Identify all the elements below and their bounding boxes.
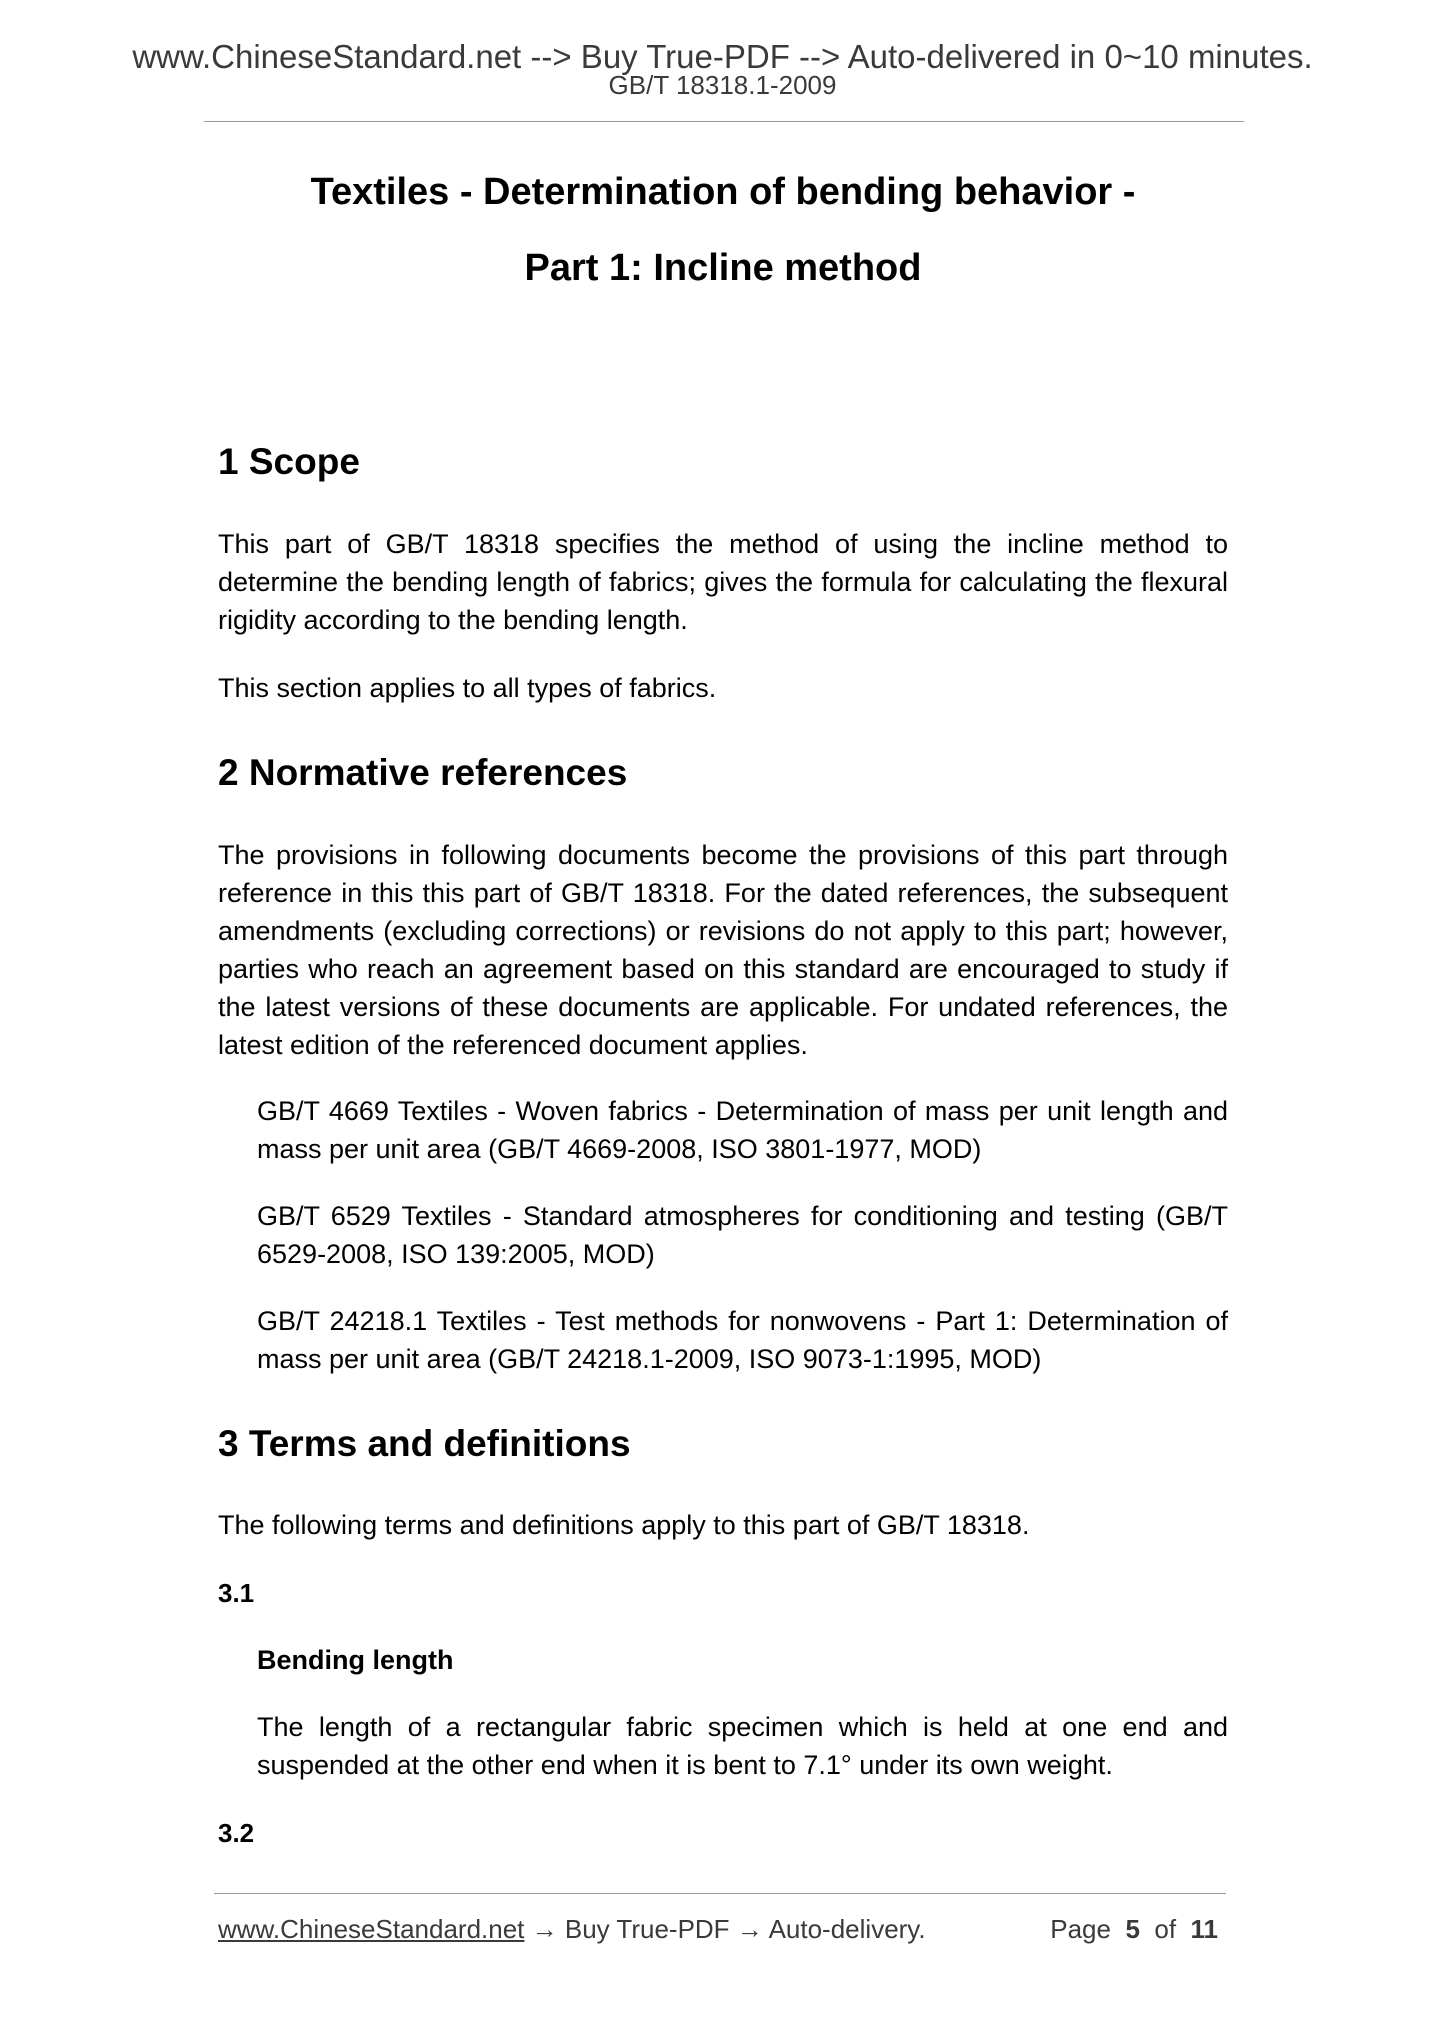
footer-divider: [214, 1893, 1226, 1894]
document-title-line2: Part 1: Incline method: [524, 247, 922, 289]
section-heading-scope: 1 Scope: [218, 441, 360, 482]
current-page: 5: [1125, 1914, 1140, 1944]
footer-site-link[interactable]: www.ChineseStandard.net: [218, 1914, 525, 1944]
clause-number-3-1: 3.1: [218, 1578, 255, 1608]
section-heading-normative-references: 2 Normative references: [218, 752, 628, 793]
page-label: Page: [1050, 1914, 1111, 1944]
scope-paragraph-2: This section applies to all types of fabrics.: [218, 673, 717, 703]
header-divider: [204, 121, 1244, 122]
clause-number-3-2: 3.2: [218, 1818, 255, 1848]
top-banner: www.ChineseStandard.net --> Buy True-PDF --> Auto-delivered in 0~10 minutes.: [132, 38, 1313, 75]
reference-item: GB/T 24218.1 Textiles - Test methods for nonwovens - Part 1: Determination of mass per unit area (GB/T 24218.1-2009, ISO 9073-1:1995, MOD): [257, 1306, 1228, 1374]
page-number: [1050, 1912, 1218, 1946]
scope-paragraph-1: This part of GB/T 18318 specifies the method of using the incline method to determine the bending length of fabrics; gives the formula for calculating the flexural rigidity according to the bending length.: [218, 529, 1228, 635]
of-label: of: [1154, 1914, 1177, 1944]
footer-promo-text: → Buy True-PDF → Auto-delivery.: [524, 1914, 926, 1944]
reference-item: GB/T 6529 Textiles - Standard atmospheres for conditioning and testing (GB/T 6529-2008, ISO 139:2005, MOD): [257, 1201, 1228, 1269]
document-body: [218, 165, 1228, 1850]
footer-promo: [218, 1912, 926, 1946]
term-definition: The length of a rectangular fabric specimen which is held at one end and suspended at the other end when it is bent to 7.1° under its own weight.: [257, 1712, 1228, 1780]
document-title-line1: Textiles - Determination of bending behavior -: [310, 171, 1136, 213]
normative-intro-paragraph: The provisions in following documents become the provisions of this part through reference in this this part of GB/T 18318. For the dated references, the subsequent amendments (excluding corrections) or revisions do not apply to this part; however, parties who reach an agreement based on this standard are encouraged to study if the latest versions of these documents are applicable. For undated references, the latest edition of the referenced document applies.: [218, 840, 1228, 1060]
standard-code: GB/T 18318.1-2009: [608, 70, 837, 100]
terms-intro-paragraph: The following terms and definitions apply to this part of GB/T 18318.: [218, 1510, 1030, 1540]
term-bending-length: Bending length: [257, 1645, 454, 1675]
total-pages: 11: [1190, 1914, 1218, 1944]
reference-item: GB/T 4669 Textiles - Woven fabrics - Determination of mass per unit length and mass per unit area (GB/T 4669-2008, ISO 3801-1977, MOD): [257, 1096, 1228, 1164]
section-heading-terms-definitions: 3 Terms and definitions: [218, 1423, 631, 1464]
